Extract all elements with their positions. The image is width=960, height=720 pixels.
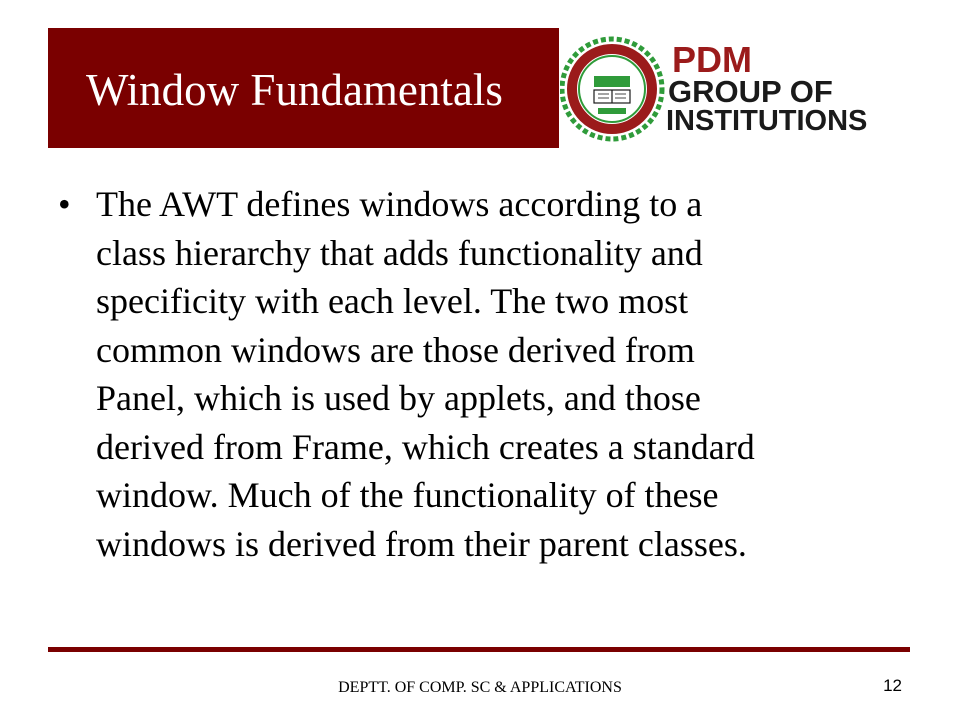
bullet-line: The AWT defines windows according to a (96, 184, 703, 224)
bullet-line: derived from Frame, which creates a standard (96, 426, 755, 467)
logo-line-institutions: INSTITUTIONS (666, 105, 868, 137)
pdm-logo (560, 36, 920, 146)
page-number: 12 (883, 676, 902, 695)
bullet-line: windows is derived from their parent classes. (96, 523, 747, 564)
bullet-list (58, 180, 858, 568)
title-bar (48, 28, 559, 148)
logo-line-group-of: GROUP OF (668, 74, 833, 109)
footer-divider (48, 647, 910, 652)
bullet-item (58, 180, 858, 568)
footer-department: DEPTT. OF COMP. SC & APPLICATIONS (338, 679, 622, 696)
slide-title: Window Fundamentals (86, 65, 503, 115)
bullet-line: specificity with each level. The two most (96, 281, 689, 321)
logo-line-pdm: PDM (672, 39, 752, 80)
seal-icon (562, 39, 662, 139)
bullet-marker: • (58, 184, 71, 224)
bullet-line: class hierarchy that adds functionality and (96, 232, 703, 273)
bullet-line: common windows are those derived from (96, 329, 695, 370)
bullet-line: window. Much of the functionality of these (96, 475, 719, 515)
bullet-line: Panel, which is used by applets, and those (96, 378, 701, 418)
